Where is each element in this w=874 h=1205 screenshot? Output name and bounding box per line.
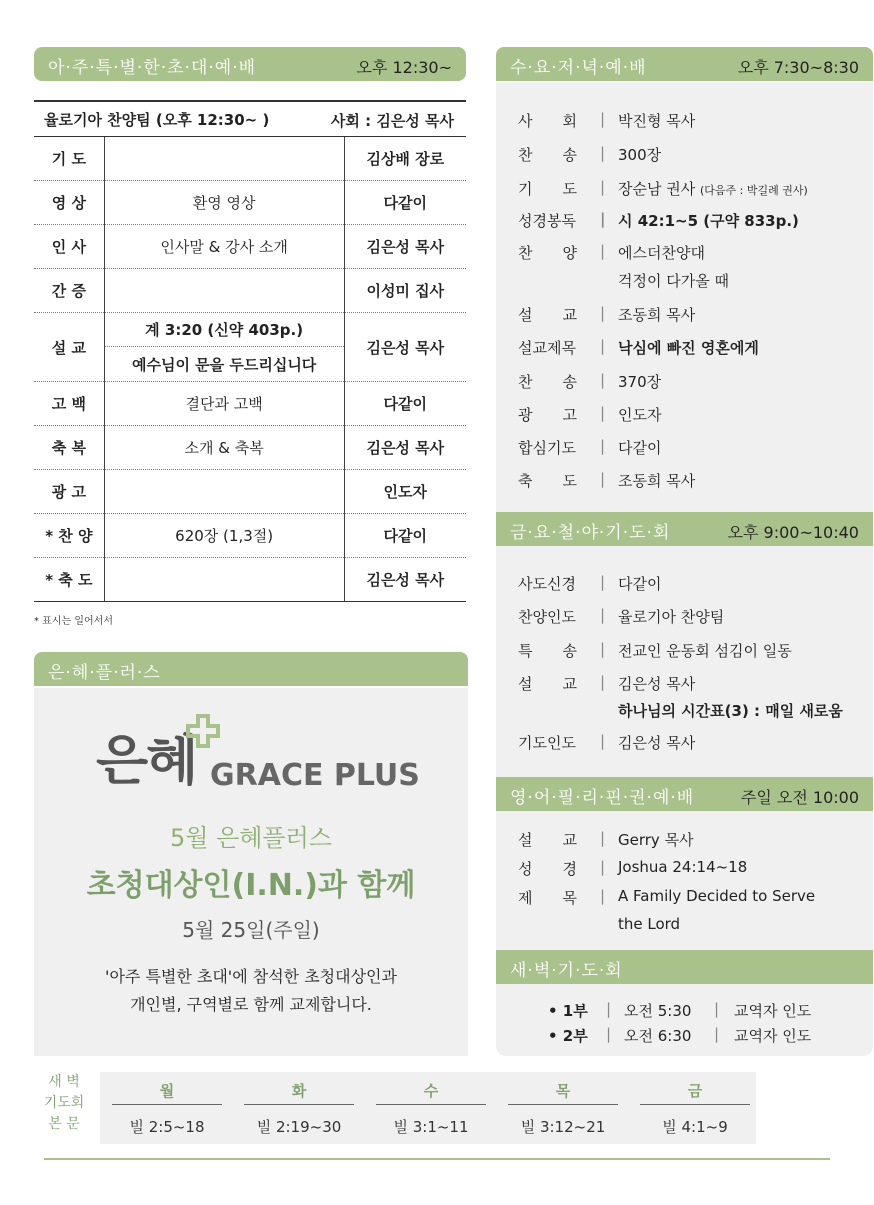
english-service-header xyxy=(496,777,873,811)
day-scripture: 빌 2:19~30 xyxy=(256,1118,342,1136)
row-item: * 축 도 xyxy=(34,558,104,602)
divider xyxy=(244,1104,354,1105)
table-row-sermon xyxy=(34,313,466,347)
table-row xyxy=(34,137,466,181)
row-person: 김상배 장로 xyxy=(344,137,466,181)
english-time: 주일 오전 10:00 xyxy=(740,788,859,807)
item-value: 시 42:1~5 (구약 833p.) xyxy=(618,212,799,230)
day-scripture: 빌 3:1~11 xyxy=(393,1118,469,1136)
dawn-time: 오전 5:30 xyxy=(624,1002,692,1020)
day-label: 금 xyxy=(687,1082,703,1100)
row-content xyxy=(104,269,344,313)
special-service-header xyxy=(34,47,466,81)
row-item: 기 도 xyxy=(34,137,104,181)
row-person: 다같이 xyxy=(344,181,466,225)
dawn-title: 새·벽·기·도·회 xyxy=(510,961,623,981)
item-key: 성경봉독 xyxy=(518,212,576,230)
bottom-label-line: 기도회 xyxy=(43,1095,85,1111)
item-value: 다같이 xyxy=(618,439,662,457)
item-key: 특 송 xyxy=(518,642,577,660)
item-value: 300장 xyxy=(618,146,662,164)
grace-logo-english: GRACE PLUS xyxy=(210,758,420,793)
row-person: 이성미 집사 xyxy=(344,269,466,313)
table-row xyxy=(34,426,466,470)
table-row xyxy=(34,470,466,514)
table-row xyxy=(34,225,466,269)
item-key: 찬 송 xyxy=(518,373,577,391)
item-value: 율로기아 찬양팀 xyxy=(618,608,725,626)
host-label: 사회 : 김은성 목사 xyxy=(330,112,454,130)
divider xyxy=(376,1104,486,1105)
item-key: 사 회 xyxy=(518,112,577,130)
item-value: 김은성 목사 xyxy=(618,675,696,693)
next-week-prayer: (다음주 : 박길례 권사) xyxy=(700,184,808,197)
grace-month-title: 5월 은혜플러스 xyxy=(169,824,332,852)
dawn-part: • 1부 xyxy=(548,1002,588,1020)
item-key: 설 교 xyxy=(518,306,577,324)
table-head-row xyxy=(34,101,466,137)
table-row xyxy=(34,269,466,313)
item-value: A Family Decided to Serve xyxy=(618,887,816,905)
row-person: 인도자 xyxy=(344,470,466,514)
grace-description-1: '아주 특별한 초대'에 참석한 초청대상인과 xyxy=(105,967,397,986)
row-content: 인사말 & 강사 소개 xyxy=(104,225,344,269)
item-value: Joshua 24:14~18 xyxy=(618,858,748,876)
table-row xyxy=(34,558,466,602)
row-content: 결단과 고백 xyxy=(104,382,344,426)
row-item: * 찬 양 xyxy=(34,514,104,558)
row-item: 고 백 xyxy=(34,382,104,426)
special-service-time: 오후 12:30~ xyxy=(356,58,452,77)
item-key: 설 교 xyxy=(518,831,577,849)
divider xyxy=(640,1104,750,1105)
item-key: 기도인도 xyxy=(518,734,576,752)
row-content xyxy=(104,137,344,181)
table-row xyxy=(34,382,466,426)
table-row xyxy=(34,514,466,558)
day-label: 수 xyxy=(423,1082,439,1100)
choir-song: 걱정이 다가올 때 xyxy=(618,272,729,290)
english-title-line2: the Lord xyxy=(618,915,681,933)
grace-plus-box xyxy=(34,688,468,1056)
row-content: 환영 영상 xyxy=(104,181,344,225)
item-value xyxy=(618,178,808,199)
standing-note: * 표시는 일어서서 xyxy=(34,616,113,627)
day-scripture: 빌 4:1~9 xyxy=(662,1118,728,1136)
grace-logo-korean: 은혜 xyxy=(96,729,197,792)
wednesday-service-header xyxy=(496,47,873,81)
row-person: 김은성 목사 xyxy=(344,558,466,602)
row-content: 소개 & 축복 xyxy=(104,426,344,470)
item-key: 설 교 xyxy=(518,675,577,693)
team-label: 율로기아 찬양팀 (오후 12:30~ ) xyxy=(44,110,270,129)
grace-date: 5월 25일(주일) xyxy=(182,918,320,942)
plus-icon xyxy=(186,714,210,738)
grace-headline: 초청대상인(I.N.)과 함께 xyxy=(86,868,416,903)
item-key: 기 도 xyxy=(518,180,577,198)
wednesday-time: 오후 7:30~8:30 xyxy=(737,58,859,77)
row-person: 김은성 목사 xyxy=(344,313,466,382)
friday-sermon-title: 하나님의 시간표(3) : 매일 새로움 xyxy=(618,702,843,720)
divider xyxy=(508,1104,618,1105)
worship-order-table xyxy=(34,100,466,602)
prayer-leader: 장순남 권사 xyxy=(618,180,696,198)
list-item: • 1부 | 오전 5:30 | 교역자 인도 xyxy=(548,1000,812,1020)
item-key: 축 도 xyxy=(518,472,577,490)
friday-title: 금·요·철·야·기·도·회 xyxy=(510,523,671,543)
day-label: 월 xyxy=(159,1082,175,1100)
item-value: 조동희 목사 xyxy=(618,472,696,490)
table-row xyxy=(34,181,466,225)
grace-description-2: 개인별, 구역별로 함께 교제합니다. xyxy=(130,995,372,1014)
english-title: 영·어·필·리·핀·권·예·배 xyxy=(510,788,695,808)
grace-plus-header xyxy=(34,652,468,686)
bottom-label-line: 새 벽 xyxy=(48,1074,80,1090)
item-value: 낙심에 빠진 영혼에게 xyxy=(618,339,759,357)
grace-plus-title: 은·혜·플·러·스 xyxy=(48,663,161,683)
bottom-label xyxy=(34,1072,94,1135)
friday-prayer-header xyxy=(496,512,873,546)
dawn-part: • 2부 xyxy=(548,1027,588,1045)
sermon-title: 예수님이 문을 두드리십니다 xyxy=(104,347,344,382)
row-item: 인 사 xyxy=(34,225,104,269)
divider xyxy=(112,1104,222,1105)
row-item: 설 교 xyxy=(34,313,104,382)
bottom-label-line: 본 문 xyxy=(48,1116,80,1132)
row-item: 축 복 xyxy=(34,426,104,470)
row-person: 김은성 목사 xyxy=(344,426,466,470)
item-key: 사도신경 xyxy=(518,575,576,593)
item-value: 김은성 목사 xyxy=(618,734,696,752)
row-item: 간 증 xyxy=(34,269,104,313)
item-key: 제 목 xyxy=(518,889,577,907)
footer-rule xyxy=(44,1158,830,1160)
special-service-title: 아·주·특·별·한·초·대·예·배 xyxy=(48,58,257,78)
day-label: 화 xyxy=(291,1082,307,1100)
item-key: 설교제목 xyxy=(518,339,576,357)
item-value: 370장 xyxy=(618,373,662,391)
day-scripture: 빌 2:5~18 xyxy=(129,1118,205,1136)
row-content xyxy=(104,558,344,602)
item-key: 찬 송 xyxy=(518,146,577,164)
item-value: 에스더찬양대 xyxy=(618,244,705,262)
item-value: Gerry 목사 xyxy=(618,831,694,849)
item-key: 광 고 xyxy=(518,406,577,424)
item-value: 인도자 xyxy=(618,406,662,424)
item-key: 찬 양 xyxy=(518,244,577,262)
item-value: 박진형 목사 xyxy=(618,112,696,130)
dawn-leader: 교역자 인도 xyxy=(734,1002,812,1020)
dawn-prayer-header xyxy=(496,950,873,984)
item-value: 조동희 목사 xyxy=(618,306,696,324)
row-item: 영 상 xyxy=(34,181,104,225)
item-value: 전교인 운동회 섬김이 일동 xyxy=(618,642,792,660)
day-label: 목 xyxy=(555,1082,571,1100)
wednesday-title: 수·요·저·녁·예·배 xyxy=(510,58,647,78)
dawn-time: 오전 6:30 xyxy=(624,1027,692,1045)
dawn-leader: 교역자 인도 xyxy=(734,1027,812,1045)
sermon-scripture: 계 3:20 (신약 403p.) xyxy=(104,313,344,347)
row-content xyxy=(104,470,344,514)
list-item: • 2부 | 오전 6:30 | 교역자 인도 xyxy=(548,1025,812,1045)
item-value: 다같이 xyxy=(618,575,662,593)
item-key: 성 경 xyxy=(518,860,577,878)
row-person: 다같이 xyxy=(344,382,466,426)
row-person: 김은성 목사 xyxy=(344,225,466,269)
row-item: 광 고 xyxy=(34,470,104,514)
friday-time: 오후 9:00~10:40 xyxy=(727,523,859,542)
item-key: 찬양인도 xyxy=(518,608,576,626)
row-person: 다같이 xyxy=(344,514,466,558)
item-key: 합심기도 xyxy=(518,439,576,457)
day-scripture: 빌 3:12~21 xyxy=(520,1118,606,1136)
row-content: 620장 (1,3절) xyxy=(104,514,344,558)
